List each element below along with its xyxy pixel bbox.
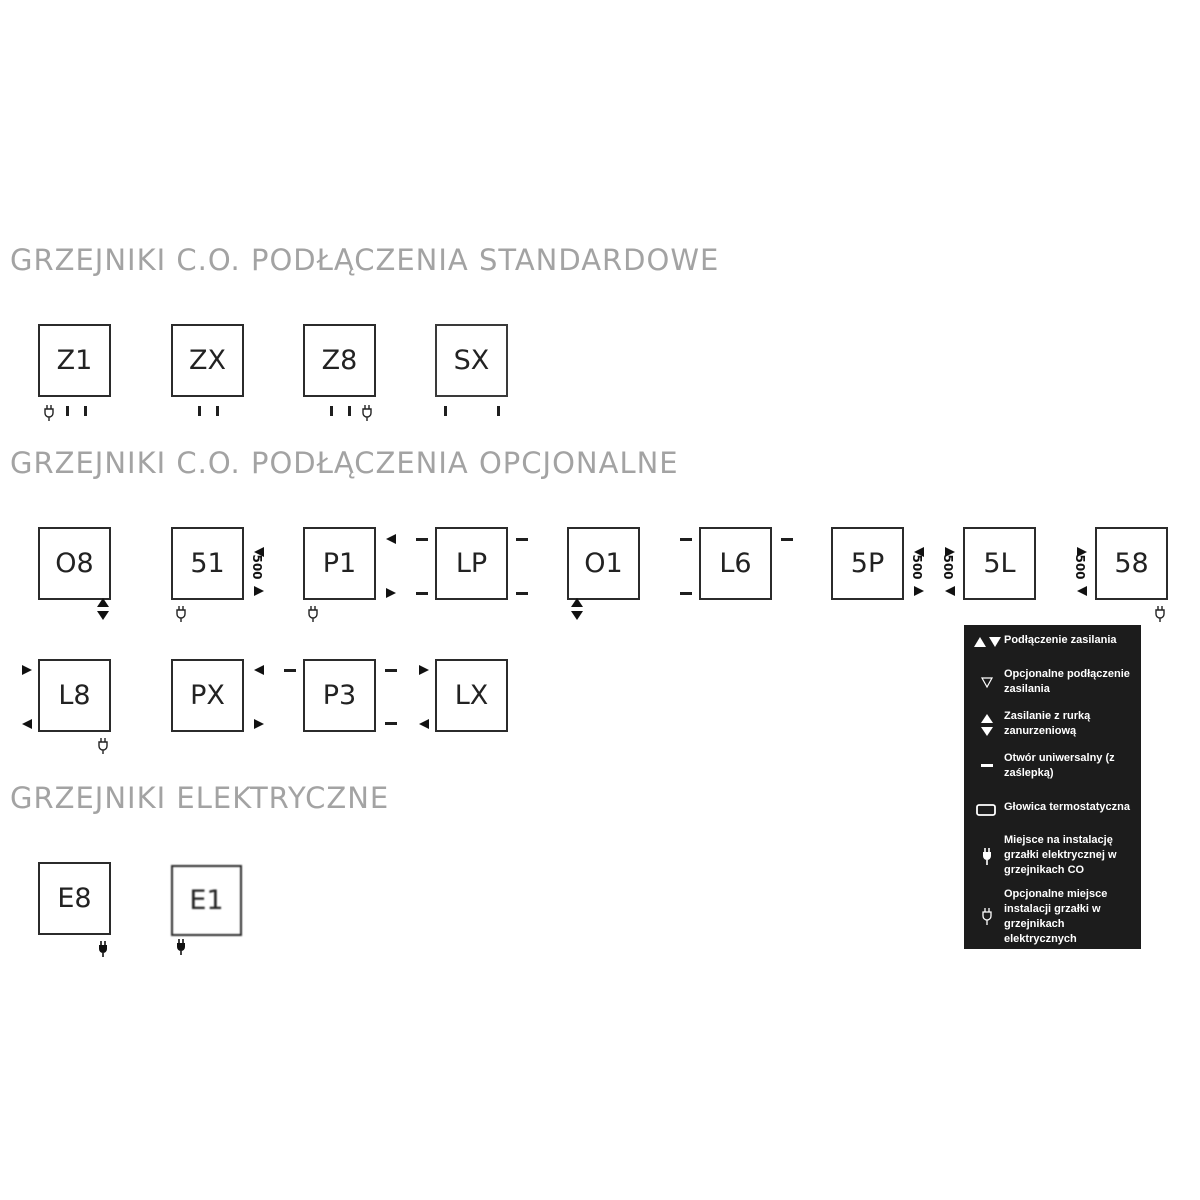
connection-box-e8 — [38, 862, 111, 935]
connection-box-51 — [171, 527, 244, 600]
supply-arrow-left-icon — [253, 664, 265, 676]
connection-code: O1 — [584, 548, 623, 579]
connection-box-o1 — [567, 527, 640, 600]
heater-outline-icon — [306, 605, 320, 623]
connection-code: Z1 — [56, 345, 93, 376]
heater-outline-icon — [1153, 605, 1167, 623]
pipe-icon — [497, 406, 500, 416]
connection-box-5p — [831, 527, 904, 600]
section-title-electric: GRZEJNIKI ELEKTRYCZNE — [10, 781, 390, 815]
connection-box-58 — [1095, 527, 1168, 600]
legend-text: Głowica termostatyczna — [1004, 801, 1130, 813]
pipe-icon — [216, 406, 219, 416]
universal-opening-icon — [416, 592, 428, 595]
connection-box-p3 — [303, 659, 376, 732]
optional-supply-icon — [972, 675, 1002, 705]
legend-panel — [964, 625, 1141, 949]
dimension-500-label: 500 — [1073, 554, 1087, 580]
supply-arrow-left-icon — [21, 718, 33, 730]
immersion-pipe-icon — [96, 597, 110, 621]
connection-box-sx — [435, 324, 508, 397]
connection-box-z1 — [38, 324, 111, 397]
connection-code: L8 — [58, 680, 91, 711]
legend-text: Podłączenie zasilania — [1004, 634, 1117, 646]
pipe-icon — [84, 406, 87, 416]
universal-opening-icon — [385, 669, 397, 672]
connection-box-l6 — [699, 527, 772, 600]
universal-opening-icon — [416, 538, 428, 541]
universal-opening-icon — [972, 761, 1002, 791]
pipe-icon — [66, 406, 69, 416]
heater-filled-icon — [972, 847, 1002, 877]
universal-opening-icon — [385, 722, 397, 725]
supply-arrows-icon — [972, 635, 1002, 665]
connection-code: 5L — [983, 548, 1016, 579]
heater-outline-icon — [360, 404, 374, 422]
heater-outline-icon — [42, 404, 56, 422]
connection-code: O8 — [55, 548, 94, 579]
supply-arrow-left-icon — [418, 718, 430, 730]
supply-arrow-right-icon — [21, 664, 33, 676]
supply-arrow-right-icon — [253, 585, 265, 597]
supply-arrow-right-icon — [418, 664, 430, 676]
universal-opening-icon — [781, 538, 793, 541]
connection-code: 5P — [850, 548, 885, 579]
connection-code: 58 — [1114, 548, 1149, 579]
connection-code: PX — [190, 680, 225, 711]
connection-code: L6 — [719, 548, 752, 579]
connection-box-e1 — [171, 865, 242, 936]
connection-box-lx — [435, 659, 508, 732]
universal-opening-icon — [680, 592, 692, 595]
connection-code: LX — [454, 680, 489, 711]
supply-arrow-right-icon — [385, 587, 397, 599]
connection-code: E1 — [189, 885, 224, 916]
immersion-pipe-icon — [972, 713, 1002, 743]
dimension-500-label: 500 — [250, 554, 264, 580]
connection-code: 51 — [190, 548, 225, 579]
connection-code: E8 — [57, 883, 92, 914]
pipe-icon — [348, 406, 351, 416]
heater-filled-icon — [174, 938, 188, 956]
universal-opening-icon — [516, 538, 528, 541]
connection-box-zx — [171, 324, 244, 397]
connection-box-px — [171, 659, 244, 732]
pipe-icon — [198, 406, 201, 416]
connection-code: ZX — [189, 345, 226, 376]
connection-box-l8 — [38, 659, 111, 732]
connection-code: Z8 — [321, 345, 358, 376]
connection-box-5l — [963, 527, 1036, 600]
heater-filled-icon — [96, 940, 110, 958]
thermostatic-head-icon — [972, 802, 1002, 832]
supply-arrow-left-icon — [1076, 585, 1088, 597]
legend-text: Opcjonalne podłączenie zasilania — [1004, 668, 1130, 695]
section-title-standard: GRZEJNIKI C.O. PODŁĄCZENIA STANDARDOWE — [10, 243, 720, 277]
connection-code: P3 — [322, 680, 357, 711]
universal-opening-icon — [680, 538, 692, 541]
connection-code: SX — [453, 345, 490, 376]
heater-outline-icon — [972, 907, 1002, 937]
pipe-icon — [444, 406, 447, 416]
supply-arrow-right-icon — [913, 585, 925, 597]
connection-box-lp — [435, 527, 508, 600]
legend-text: Otwór uniwersalny (z zaślepką) — [1004, 752, 1115, 779]
supply-arrow-left-icon — [944, 585, 956, 597]
universal-opening-icon — [284, 669, 296, 672]
legend-text: Opcjonalne miejsce instalacji grzałki w grzejnikach elektrycznych — [1004, 888, 1108, 945]
connection-code: LP — [455, 548, 488, 579]
heater-outline-icon — [174, 605, 188, 623]
section-title-optional: GRZEJNIKI C.O. PODŁĄCZENIA OPCJONALNE — [10, 446, 679, 480]
connection-code: P1 — [322, 548, 357, 579]
legend-text: Zasilanie z rurką zanurzeniową — [1004, 710, 1091, 737]
immersion-pipe-icon — [570, 597, 584, 621]
heater-outline-icon — [96, 737, 110, 755]
dimension-500-label: 500 — [910, 554, 924, 580]
pipe-icon — [330, 406, 333, 416]
dimension-500-label: 500 — [941, 554, 955, 580]
connection-box-z8 — [303, 324, 376, 397]
connection-box-o8 — [38, 527, 111, 600]
connection-box-p1 — [303, 527, 376, 600]
legend-text: Miejsce na instalację grzałki elektrycznej w grzejnikach CO — [1004, 834, 1117, 876]
supply-arrow-right-icon — [253, 718, 265, 730]
supply-arrow-left-icon — [385, 533, 397, 545]
universal-opening-icon — [516, 592, 528, 595]
